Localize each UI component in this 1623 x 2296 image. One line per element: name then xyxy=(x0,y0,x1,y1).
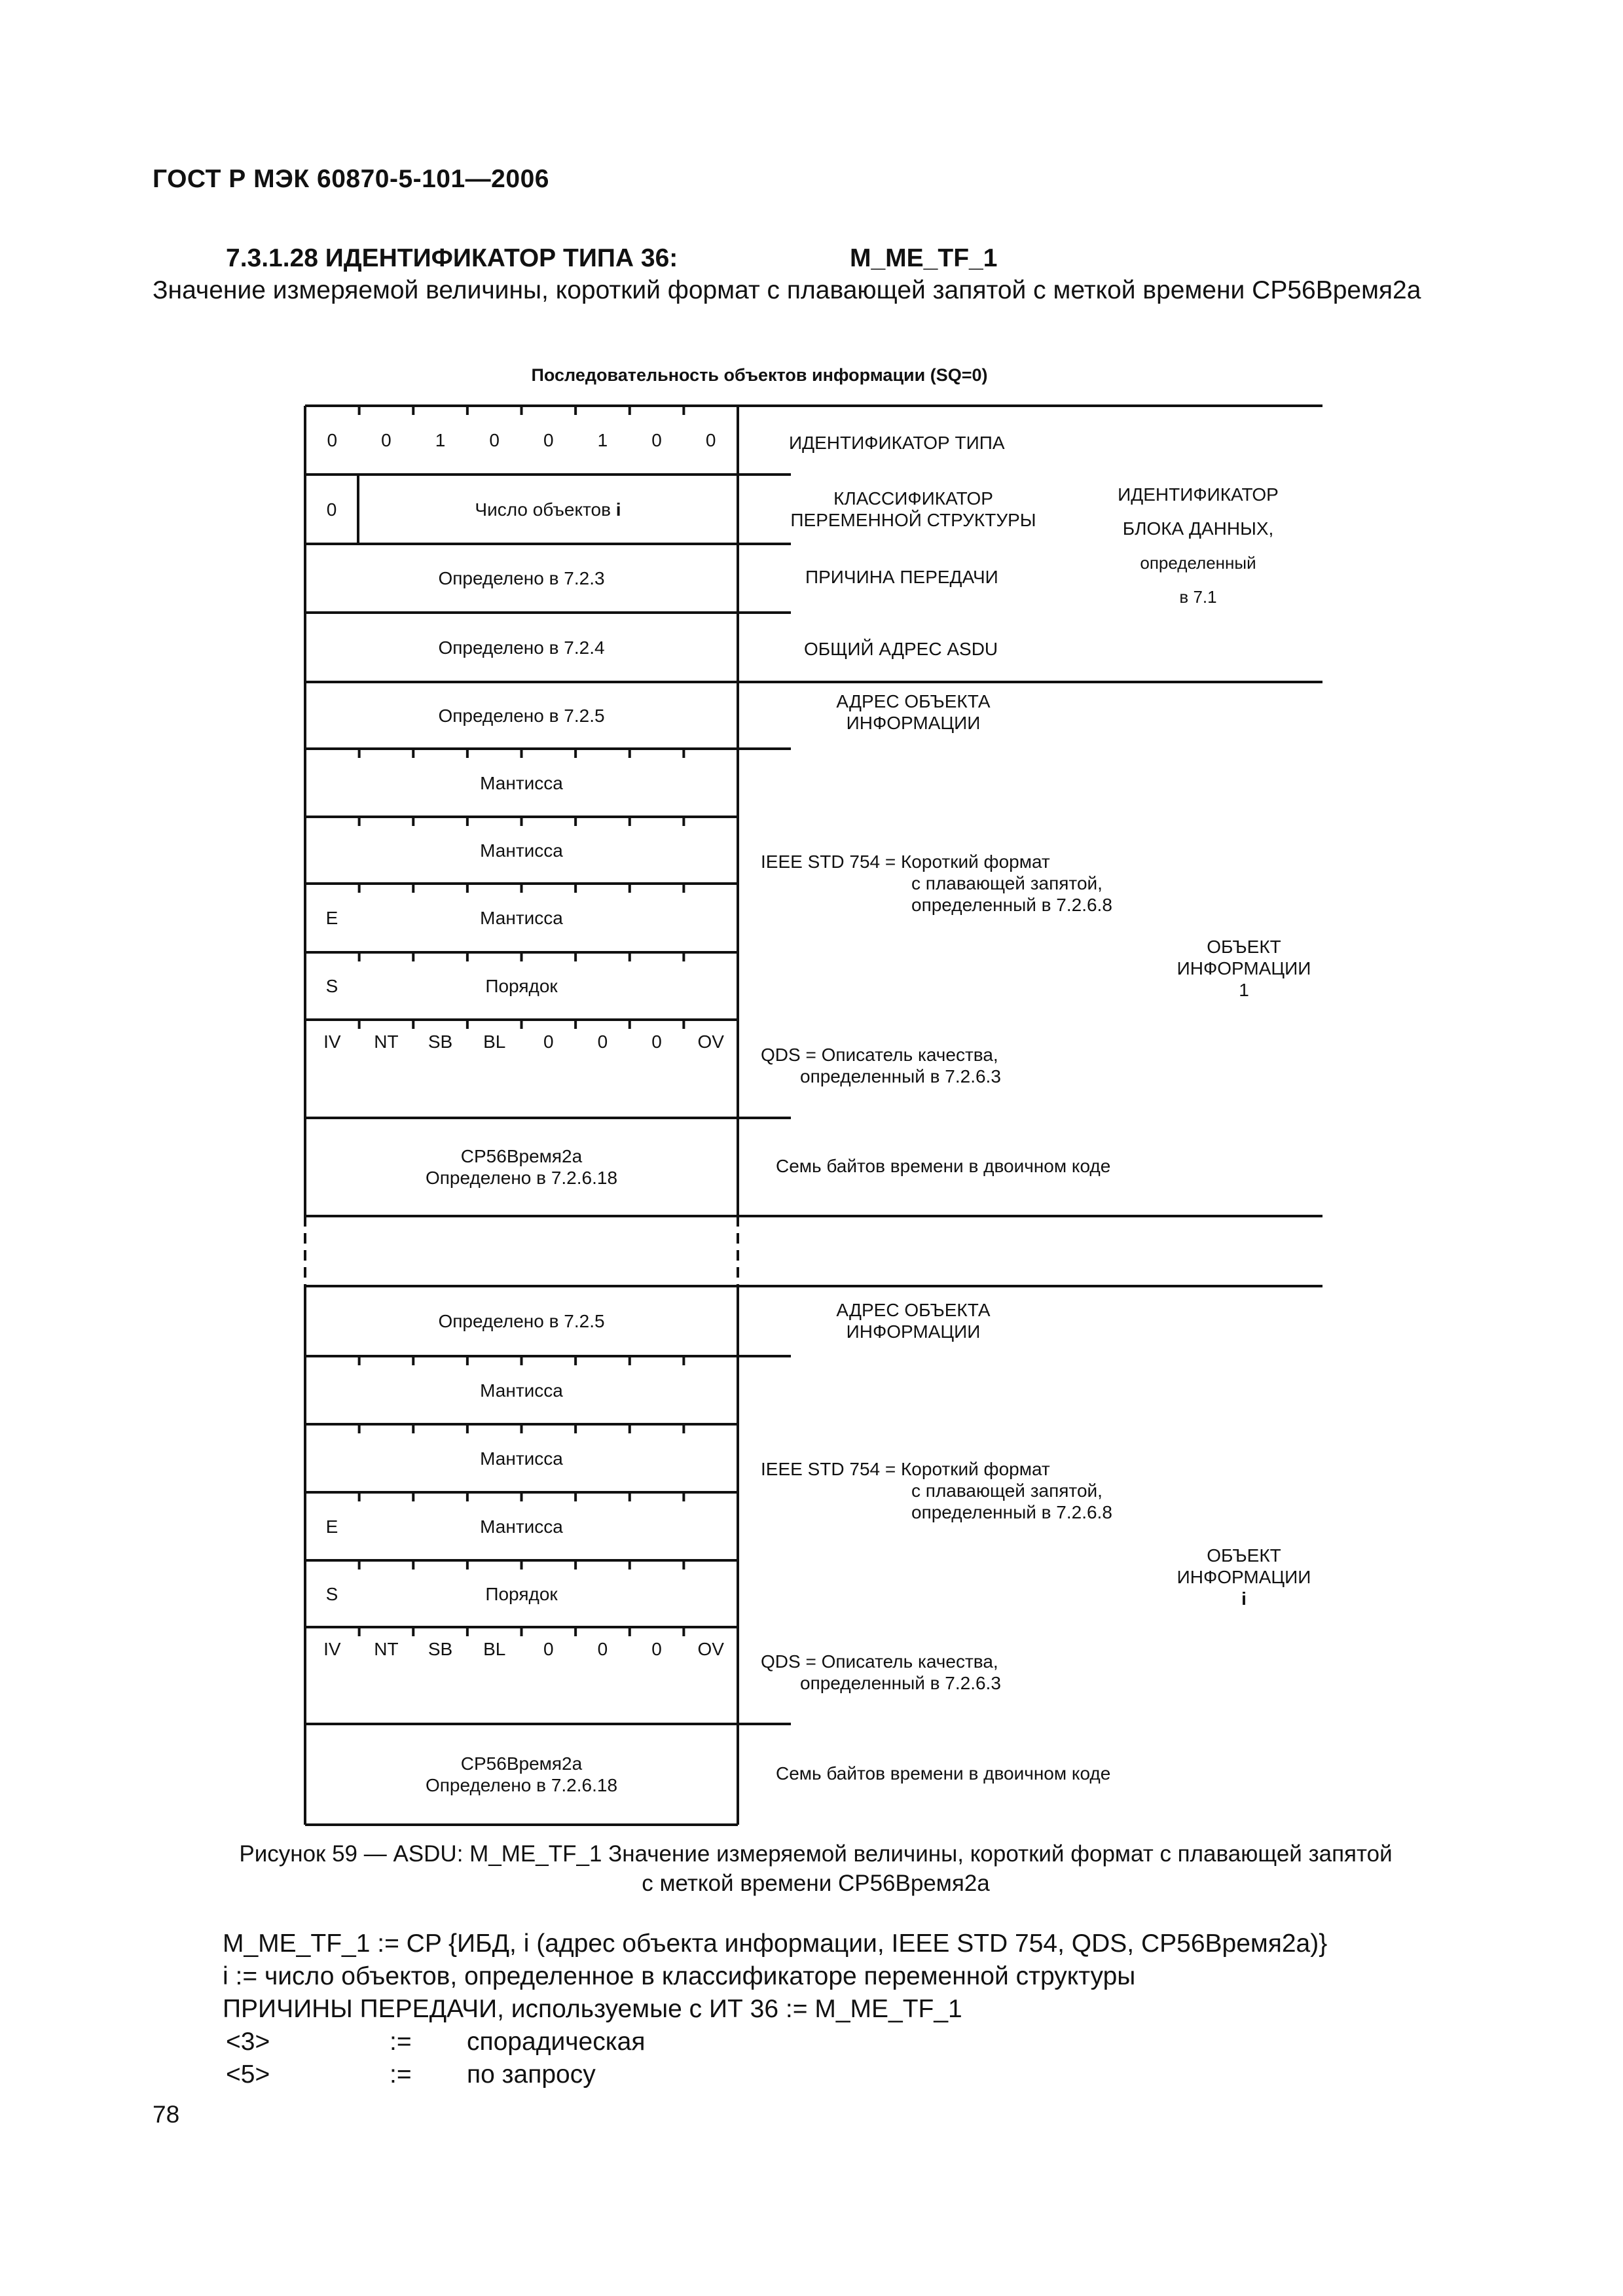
type-id-bit-2: 1 xyxy=(435,430,446,450)
common-address-definition: Определено в 7.2.4 xyxy=(438,637,605,658)
label-type-id: ИДЕНТИФИКАТОР ТИПА xyxy=(789,433,1005,453)
qds-1-bit-1: NT xyxy=(374,1031,399,1052)
cause-op-2: := xyxy=(390,2060,412,2089)
cause-text-2: по запросу xyxy=(467,2060,596,2089)
label-vsq xyxy=(766,488,1061,531)
cause-code-2: <5> xyxy=(226,2060,270,2089)
label-object-i-line2: ИНФОРМАЦИИ xyxy=(1176,1567,1311,1587)
time-definition-1: Определено в 7.2.6.18 xyxy=(425,1168,618,1188)
label-ieee-i-line2: с плавающей запятой, xyxy=(911,1480,1103,1501)
label-qds-i-line1: QDS = Описатель качества, xyxy=(761,1651,998,1672)
label-object-1-line2: ИНФОРМАЦИИ xyxy=(1176,958,1311,978)
section-number: 7.3.1.28 ИДЕНТИФИКАТОР ТИПА 36: xyxy=(226,244,678,272)
qds-1-bit-4: 0 xyxy=(543,1031,554,1052)
page-number: 78 xyxy=(153,2101,180,2128)
type-id-bit-1: 0 xyxy=(381,430,392,450)
label-ieee-i-line1: IEEE STD 754 = Короткий формат xyxy=(761,1459,1050,1479)
type-id-bit-6: 0 xyxy=(651,430,662,450)
mantissa-ic: Мантисса xyxy=(480,1516,563,1537)
mantissa-ib: Мантисса xyxy=(480,1448,563,1469)
qds-1-bit-5: 0 xyxy=(597,1031,608,1052)
label-object-i xyxy=(1126,1545,1362,1609)
qds-i-bit-7: OV xyxy=(697,1638,724,1659)
qds-i-bit-5: 0 xyxy=(597,1638,608,1659)
label-ieee-1-line3: определенный в 7.2.6.8 xyxy=(911,895,1112,915)
label-ioa-i-line1: АДРЕС ОБЪЕКТА xyxy=(836,1300,991,1320)
vsq-count-i: i xyxy=(615,499,621,520)
figure-title: Последовательность объектов информации (SQ=0) xyxy=(531,365,988,385)
qds-i-bit-6: 0 xyxy=(651,1638,662,1659)
label-vsq-line1: КЛАССИФИКАТОР xyxy=(833,488,993,509)
label-ioa-1-line2: ИНФОРМАЦИИ xyxy=(846,713,981,733)
cause-code-1: <3> xyxy=(226,2028,270,2056)
type-id-bit-0: 0 xyxy=(327,430,338,450)
body-line-3: ПРИЧИНЫ ПЕРЕДАЧИ, используемые с ИТ 36 := M_ME_TF_1 xyxy=(223,1995,962,2023)
exponent-bit-1: E xyxy=(325,908,338,928)
label-ieee-1-line1: IEEE STD 754 = Короткий формат xyxy=(761,852,1050,872)
label-ioa-i xyxy=(766,1299,1061,1342)
vsq-sq-bit: 0 xyxy=(326,499,337,520)
document-header: ГОСТ Р МЭК 60870-5-101—2006 xyxy=(153,165,549,193)
qds-1-bit-0: IV xyxy=(323,1031,341,1052)
label-cot: ПРИЧИНА ПЕРЕДАЧИ xyxy=(805,567,998,587)
label-object-i-number: i xyxy=(1241,1588,1247,1609)
time-cell-i xyxy=(305,1724,738,1825)
label-ioa-1 xyxy=(766,691,1061,734)
order-1: Порядок xyxy=(485,976,558,996)
vsq-count-cell xyxy=(358,475,738,544)
caption-line1: Рисунок 59 — ASDU: M_ME_TF_1 Значение измеряемой величины, короткий формат с плавающей запятой xyxy=(239,1841,1393,1867)
time-cell-1 xyxy=(305,1118,738,1216)
cause-text-1: спорадическая xyxy=(467,2028,646,2056)
label-data-unit-id xyxy=(1061,478,1336,614)
label-qds-1-line1: QDS = Описатель качества, xyxy=(761,1045,998,1065)
ioa-definition-i: Определено в 7.2.5 xyxy=(438,1311,605,1331)
label-duid-line3: определенный xyxy=(1140,553,1256,573)
mantissa-1b: Мантисса xyxy=(480,840,563,861)
label-duid-line1: ИДЕНТИФИКАТОР xyxy=(1118,484,1279,505)
label-ieee-i-line3: определенный в 7.2.6.8 xyxy=(911,1502,1112,1522)
qds-i-bit-2: SB xyxy=(428,1638,453,1659)
body-line-1: M_ME_TF_1 := CP {ИБД, i (адрес объекта информации, IEEE STD 754, QDS, CP56Время2а)} xyxy=(223,1929,1328,1958)
qds-1-bit-6: 0 xyxy=(651,1031,662,1052)
label-ieee-1-line2: с плавающей запятой, xyxy=(911,873,1103,893)
label-object-i-line1: ОБЪЕКТ xyxy=(1207,1545,1281,1566)
time-name-1: СР56Время2а xyxy=(460,1146,583,1166)
type-id-bit-4: 0 xyxy=(543,430,554,450)
qds-i-bit-1: NT xyxy=(374,1638,399,1659)
type-id-bit-7: 0 xyxy=(705,430,716,450)
cause-op-1: := xyxy=(390,2028,412,2056)
ioa-definition-1: Определено в 7.2.5 xyxy=(438,705,605,726)
mantissa-ia: Мантисса xyxy=(480,1380,563,1401)
label-vsq-line2: ПЕРЕМЕННОЙ СТРУКТУРЫ xyxy=(790,510,1036,530)
vsq-count-label: Число объектов xyxy=(475,499,611,520)
qds-i-bit-3: BL xyxy=(483,1638,506,1659)
caption-line2: с меткой времени СР56Время2а xyxy=(642,1871,990,1896)
qds-i-bit-0: IV xyxy=(323,1638,341,1659)
section-description: Значение измеряемой величины, короткий формат с плавающей запятой с меткой времени СР56Время2а xyxy=(153,276,1421,304)
time-definition-i: Определено в 7.2.6.18 xyxy=(425,1775,618,1795)
label-ioa-1-line1: АДРЕС ОБЪЕКТА xyxy=(836,691,991,711)
label-object-1-number: 1 xyxy=(1239,980,1249,1000)
label-qds-i-line2: определенный в 7.2.6.3 xyxy=(800,1673,1001,1693)
qds-1-bit-2: SB xyxy=(428,1031,453,1052)
body-line-2: i := число объектов, определенное в классификаторе переменной структуры xyxy=(223,1962,1136,1990)
label-common-address: ОБЩИЙ АДРЕС ASDU xyxy=(804,639,998,659)
label-time-i: Семь байтов времени в двоичном коде xyxy=(776,1763,1111,1784)
label-object-1-line1: ОБЪЕКТ xyxy=(1207,937,1281,957)
label-duid-line4: в 7.1 xyxy=(1179,587,1217,607)
exponent-bit-i: E xyxy=(325,1516,338,1537)
label-object-1 xyxy=(1126,936,1362,1001)
label-qds-1-line2: определенный в 7.2.6.3 xyxy=(800,1066,1001,1086)
label-ieee-1 xyxy=(761,851,1112,916)
sign-bit-1: S xyxy=(325,976,338,996)
mantissa-1a: Мантисса xyxy=(480,772,563,793)
mantissa-1c: Мантисса xyxy=(480,908,563,928)
label-qds-i xyxy=(761,1651,1001,1694)
qds-1-bit-3: BL xyxy=(483,1031,506,1052)
section-type-id: M_ME_TF_1 xyxy=(850,244,998,272)
qds-i-bit-4: 0 xyxy=(543,1638,554,1659)
type-id-bit-3: 0 xyxy=(489,430,500,450)
cot-definition: Определено в 7.2.3 xyxy=(438,568,605,588)
label-time-1: Семь байтов времени в двоичном коде xyxy=(776,1156,1111,1176)
label-duid-line2: БЛОКА ДАННЫХ, xyxy=(1122,518,1274,539)
order-i: Порядок xyxy=(485,1583,558,1604)
type-id-bit-5: 1 xyxy=(597,430,608,450)
qds-1-bit-7: OV xyxy=(697,1031,724,1052)
label-qds-1 xyxy=(761,1044,1001,1087)
figure-caption xyxy=(153,1839,1479,1898)
sign-bit-i: S xyxy=(325,1583,338,1604)
time-name-i: СР56Время2а xyxy=(460,1753,583,1774)
label-ieee-i xyxy=(761,1458,1112,1523)
label-ioa-i-line2: ИНФОРМАЦИИ xyxy=(846,1321,981,1342)
